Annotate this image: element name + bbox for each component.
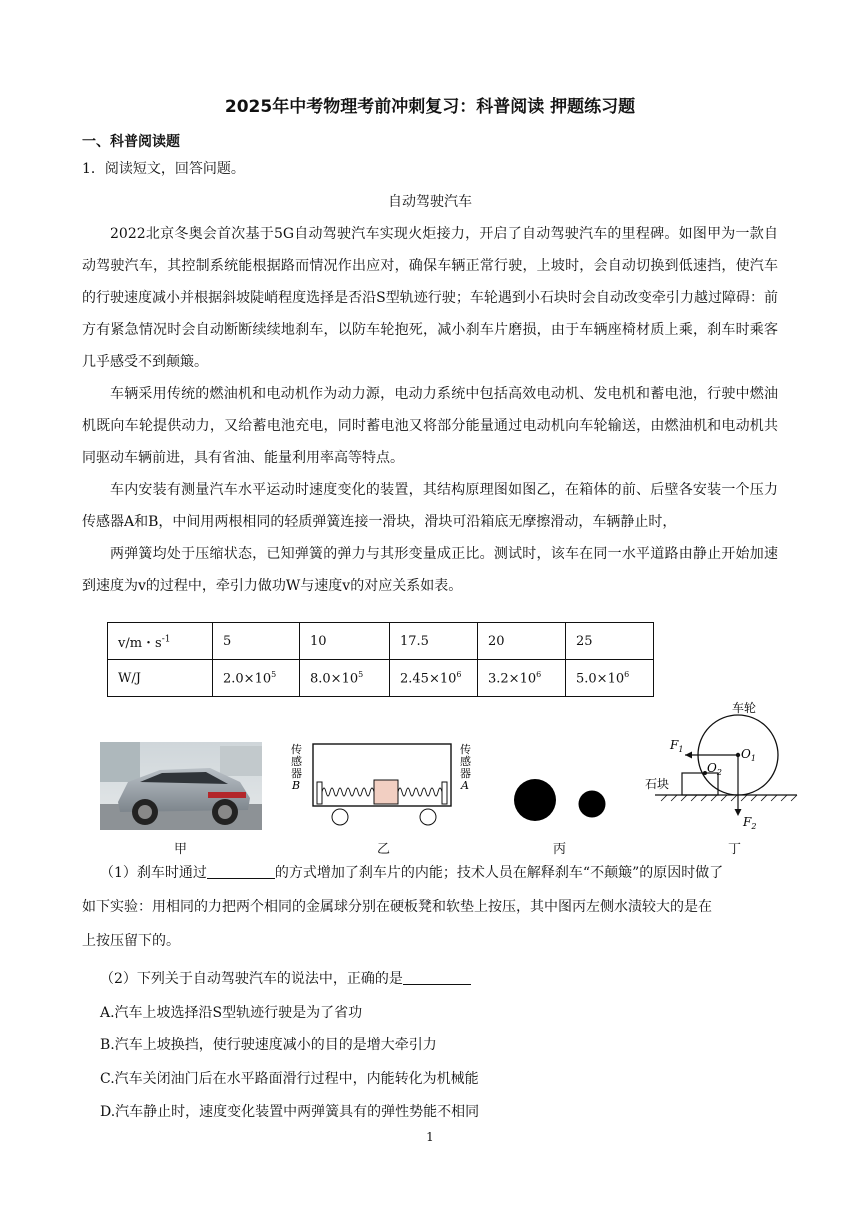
section-heading: 一、科普阅读题: [82, 134, 180, 150]
o1-label: $O_1$: [741, 747, 756, 763]
table-cell: $5.0\times 10^6$: [566, 660, 654, 697]
article-title: 自动驾驶汽车: [388, 194, 472, 210]
stone-label: 石块: [645, 777, 670, 791]
force-f1-label: $F_1$: [670, 738, 684, 754]
speed-change-device-diagram: [288, 736, 478, 836]
sensor-b-label-3: 器: [291, 767, 302, 780]
sub-question-2: （2）下列关于自动驾驶汽车的说法中，正确的是: [100, 968, 471, 988]
car-photo: [100, 742, 262, 830]
sensor-b-label-1: 传: [291, 743, 302, 756]
table-row: [108, 623, 654, 660]
table-cell: 5: [213, 623, 300, 660]
option-c: C.汽车关闭油门后在水平路面滑行过程中，内能转化为机械能: [100, 1071, 479, 1087]
table-header-work: W/J: [108, 660, 213, 697]
caption-yi: 乙: [377, 842, 391, 857]
question-1-intro: 1．阅读短文，回答问题。: [82, 161, 245, 177]
velocity-work-table: [107, 622, 654, 697]
sensor-a-label-1: 传: [460, 743, 471, 756]
paragraph-3: 车内安装有测量汽车水平运动时速度变化的装置，其结构原理图如图乙，在箱体的前、后壁各安装一个压力传感器A和B，中间用两根相同的轻质弹簧连接一滑块，滑块可沿箱底无摩擦滑动，车辆静止时，: [82, 482, 778, 530]
sensor-a-label-2: 感: [460, 755, 471, 768]
sensor-a-label-3: 器: [460, 767, 471, 780]
answer-blank-1[interactable]: [207, 864, 275, 879]
caption-bing: 丙: [553, 842, 567, 857]
figure-row: [100, 700, 800, 860]
option-b: B.汽车上坡换挡，使行驶速度减小的目的是增大牵引力: [100, 1037, 437, 1053]
force-f2-label: $F_2$: [743, 815, 757, 830]
sub-question-1-line-2: 如下实验：用相同的力把两个相同的金属球分别在硬板凳和软垫上按压，其中图丙左侧水渍较大的是在: [82, 899, 712, 915]
paragraph-1: 2022北京冬奥会首次基于5G自动驾驶汽车实现火炬接力，开启了自动驾驶汽车的里程碑。如图甲为一款自动驾驶汽车，其控制系统能根据路而情况作出应对，确保车辆正常行驶，上坡时，会自动切换到低速挡，使汽车的行驶速度减小并根据斜坡陡峭程度选择是否沿S型轨迹行驶；车轮遇到小石块时会自动改变牵引力越过障碍：前方有紧急情况时会自动断断续续地刹车，以防车轮抱死，减小刹车片磨损，由于车辆座椅材质上乘，刹车时乘客几乎感受不到颠簸。: [82, 226, 778, 370]
water-stain-figure: [510, 776, 610, 826]
sensor-b-label-2: 感: [291, 755, 302, 768]
option-d: D.汽车静止时，速度变化装置中两弹簧具有的弹性势能不相同: [100, 1104, 480, 1120]
stone-block: [682, 773, 718, 795]
sensor-a-label-4: A: [461, 779, 469, 792]
table-cell: $2.0\times 10^5$: [213, 660, 300, 697]
option-a: A.汽车上坡选择沿S型轨迹行驶是为了省功: [100, 1005, 363, 1021]
caption-jia: 甲: [174, 842, 188, 857]
sub-question-1-line-3: 上按压留下的。: [82, 933, 180, 949]
o2-label: $O_2$: [707, 761, 722, 777]
table-row: [108, 660, 654, 697]
answer-blank-2[interactable]: [403, 970, 471, 985]
paragraph-4: 两弹簧均处于压缩状态，已知弹簧的弹力与其形变量成正比。测试时，该车在同一水平道路由静止开始加速到速度为v的过程中，牵引力做功W与速度v的对应关系如表。: [82, 546, 778, 594]
paragraph-2: 车辆采用传统的燃油机和电动机作为动力源，电动力系统中包括高效电动机、发电机和蓄电池，行驶中燃油机既向车轮提供动力，又给蓄电池充电，同时蓄电池又将部分能量通过电动机向车轮输送，由燃油机和电动机共同驱动车辆前进，具有省油、能量利用率高等特点。: [82, 386, 778, 466]
large-stain: [514, 779, 556, 821]
table-cell: 10: [300, 623, 390, 660]
wheel-label: 车轮: [732, 701, 757, 715]
wheel-stone-diagram: [625, 700, 800, 830]
page-number: 1: [426, 1130, 434, 1144]
caption-ding: 丁: [728, 842, 742, 857]
sensor-b-label-4: B: [292, 779, 301, 792]
table-cell: $8.0\times 10^5$: [300, 660, 390, 697]
small-stain: [579, 791, 606, 818]
table-cell: $2.45\times 10^6$: [390, 660, 478, 697]
sub-question-1-line-1: （1）刹车时通过 的方式增加了刹车片的内能；技术人员在解释刹车“不颠簸”的原因时做了: [100, 865, 724, 881]
table-cell: 17.5: [390, 623, 478, 660]
table-header-velocity: v/m・$s^{-1}$: [108, 623, 213, 660]
document-title: 2025年中考物理考前冲刺复习：科普阅读 押题练习题: [224, 97, 636, 117]
table-cell: 20: [478, 623, 566, 660]
table-cell: $3.2\times 10^6$: [478, 660, 566, 697]
table-cell: 25: [566, 623, 654, 660]
